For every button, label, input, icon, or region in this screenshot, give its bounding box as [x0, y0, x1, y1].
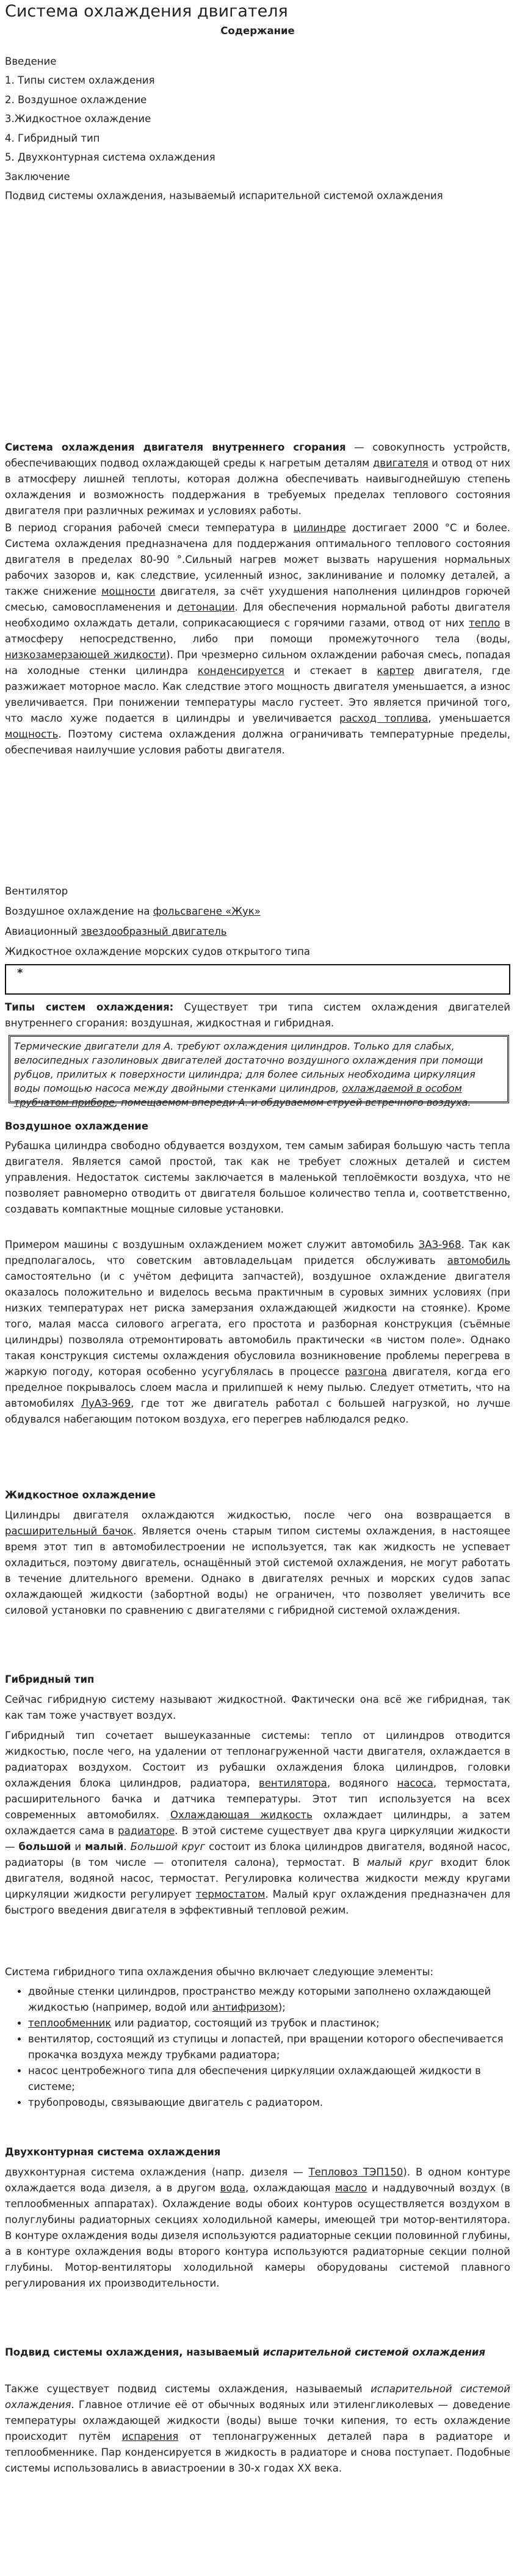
fig-caption-beetle: Воздушное охлаждение на фольсвагене «Жук» [5, 905, 261, 917]
link-power-2[interactable]: мощность [5, 728, 59, 740]
toc-item: Заключение [5, 171, 70, 183]
toc-item: 2. Воздушное охлаждение [5, 94, 147, 106]
hybrid-list-intro: Система гибридного типа охлаждения обычно включает следующие элементы: [5, 1966, 434, 1978]
link-coolant[interactable]: Охлаждающая жидкость [170, 1809, 313, 1821]
link-fuel-consumption[interactable]: расход топлива [339, 713, 428, 724]
toc-item: 4. Гибридный тип [5, 132, 100, 144]
section-heading-air: Воздушное охлаждение [5, 1120, 149, 1132]
link-evaporation[interactable]: испарения [121, 2431, 179, 2442]
link-cylinder[interactable]: цилиндре [293, 522, 346, 534]
air-paragraph-1: Рубашка цилиндра свободно обдувается воздухом, тем самым забирая большую часть тепла двигателя. Является самой простой, так как не требует сложных деталей и систем управления. Недостаток системы заключается в маленькой теплоёмкости воздуха, что не позволяет равномерно отводить от двигателя большое количество тепла и, соответственно, создавать компактные мощные силовые установки. [5, 1140, 510, 1215]
section-heading-liquid: Жидкостное охлаждение [5, 1489, 156, 1501]
link-radial-engine[interactable]: звездообразный двигатель [81, 926, 227, 937]
toc-item: 5. Двухконтурная система охлаждения [5, 151, 215, 163]
link-antifreeze-liquid[interactable]: низкозамерзающей жидкости [5, 649, 167, 661]
link-condenses[interactable]: конденсируется [197, 665, 284, 677]
fig-caption-fan: Вентилятор [5, 885, 68, 897]
link-zaz-968[interactable]: ЗАЗ-968 [418, 1239, 461, 1250]
list-item: • вентилятор, состоящий из ступицы и лопастей, при вращении которого обеспечивается прокачка воздуха между трубками радиатора; [28, 2031, 510, 2063]
section-heading-hybrid: Гибридный тип [5, 1674, 95, 1685]
link-crankcase[interactable]: картер [377, 665, 414, 677]
toc-item: 3.Жидкостное охлаждение [5, 113, 151, 125]
intro-paragraph: Система охлаждения двигателя внутреннего сгорания — совокупность устройств, обеспечивающих подвод охлаждающей среды к нагретым деталям двигателя и отвод от них в атмосферу лишней теплоты, которая должна обеспечивать наивыгоднейшую степень охлаждения и возможность поддержания в требуемых пределах теплового состояния двигателя при различных режимах и условиях работы. [5, 441, 510, 517]
link-thermostat[interactable]: термостатом [195, 1888, 266, 1900]
empty-table-box [5, 964, 510, 995]
list-item: • насос центробежного типа для обеспечения циркуляции охлаждающей жидкости в системе; [28, 2063, 510, 2095]
note-box: Термические двигатели для А. требуют охлаждения цилиндров. Только для слабых, велосипедных газолиновых двигателей достаточно воздушного охлаждения при помощи рубцов, прилитых к поверхности цилиндра; для более сильных необходима циркуляция воды помощью насоса между двойными стенками цилиндров, охлаждаемой в особом трубчатом приборе, помещаемом впереди А. и обдуваемом струей встречного воздуха. [9, 1035, 509, 1103]
page-title: Система охлаждения двигателя [5, 2, 288, 21]
hybrid-paragraph-1: Сейчас гибридную систему называют жидкостной. Фактически она всё же гибридная, так как там тоже участвует воздух. [5, 1694, 510, 1721]
link-heat-exchanger[interactable]: теплообменник [28, 2017, 112, 2029]
toc-heading: Содержание [220, 25, 295, 37]
link-beetle[interactable]: фольсвагене «Жук» [153, 905, 261, 917]
link-radiator[interactable]: радиаторе [118, 1825, 175, 1837]
fig-caption-radial: Авиационный звездообразный двигатель [5, 926, 227, 937]
air-paragraph-2: Примером машины с воздушным охлаждением может служит автомобиль ЗАЗ-968. Так как предполагалось, что советским автовладельцам придется обслуживать автомобиль самостоятельно (и с учётом дефицита запчастей), воздушное охлаждение двигателя оказалось положительно и виделось весьма практичным в суровых зимних условиях (при низких температурах нет риска замерзания охлаждающей жидкости на стоянке). Кроме того, малая масса силового агрегата, его простота и разборная конструкция (съёмные цилиндры) позволяла отремонтировать автомобиль практически «в чистом поле». Однако такая конструкция системы охлаждения обусловила возникновение проблемы перегрева в жаркую погоду, которая особенно усугублялась в процессе разгона двигателя, когда его пределное покрывалось слоем масла и прилипшей к нему пылью. Следует отметить, что на автомобилях ЛуАЗ-969, где тот же двигатель работал с большей нагрузкой, но лучше обдувался набегающим потоком воздуха, его перегрев наблюдался редко. [5, 1239, 511, 1425]
section-heading-evaporative: Подвид системы охлаждения, называемый испарительной системой охлаждения [5, 2346, 486, 2358]
link-tube-device[interactable]: охлаждаемой в особом трубчатом приборе [14, 1083, 462, 1108]
link-expansion-tank[interactable]: расширительный бачок [5, 1525, 134, 1537]
temperature-paragraph: В период сгорания рабочей смеси температура в цилиндре достигает 2000 °C и более. Система охлаждения предназначена для поддержания оптимального теплового состояния двигателя в пределах 80-90 °.Сильный нагрев может вызвать нарушения нормальных рабочих зазоров и, как следствие, усиленный износ, заклинивание и поломку деталей, а также снижение мощности двигателя, за счёт ухудшения наполнения цилиндров горючей смесью, самовоспламенения и детонации. Для обеспечения нормальной работы двигателя необходимо охлаждать детали, соприкасающиеся с горячими газами, отвод от них тепло в атмосферу непосредственно, либо при помощи промежуточного тела (воды, низкозамерзающей жидкости). При чрезмерно сильном охлаждении рабочая смесь, попадая на холодные стенки цилиндра конденсируется и стекает в картер двигателя, где разжижает моторное масло. Как следствие этого мощность двигателя уменьшается, а износ увеличивается. При понижении температуры масло густеет. Это является причиной того, что масло хуже подается в цилиндры и увеличивается расход топлива, уменьшается мощность. Поэтому система охлаждения должна ограничивать температурные пределы, обеспечивая наилучшие условия работы двигателя. [5, 522, 510, 756]
link-heat[interactable]: тепло [468, 617, 501, 629]
hybrid-paragraph-2: Гибридный тип сочетает вышеуказанные системы: тепло от цилиндров отводится жидкостью, после чего, на удалении от теплонагруженной части двигателя, охлаждается в радиаторах воздухом. Состоит из рубашки охлаждения блока цилиндров, головки охлаждения блока цилиндров, радиатора, вентилятора, водяного насоса, термостата, расширительного бачка и датчика температуры. Этот тип используется на всех современных автомобилях. Охлаждающая жидкость охлаждает цилиндры, а затем охлаждается сама в радиаторе. В этой системе существует два круга циркуляции жидкости — большой и малый. Большой круг состоит из блока цилиндров двигателя, водяной насос, радиаторы (в том числе — отопителя салона), термостат. В малый круг входит блок двигателя, водяной насос, термостат. Регулировка количества жидкости между кругами циркуляции жидкости регулирует термостатом. Малый круг охлаждения предназначен для быстрого введения двигателя в эффективный тепловой режим. [5, 1730, 511, 1916]
link-engine[interactable]: двигателя [372, 457, 428, 469]
link-antifreeze[interactable]: антифризом [212, 2001, 278, 2013]
hybrid-element-list [5, 1984, 510, 2111]
link-power[interactable]: мощности [101, 586, 156, 597]
toc-item: Подвид системы охлаждения, называемый испарительной системой охлаждения [5, 190, 443, 201]
liquid-paragraph: Цилиндры двигателя охлаждаются жидкостью, после чего она возвращается в расширительный бачок. Является очень старым типом системы охлаждения, в настоящее время этот тип в автомобилестроении не используется, так как жидкость не успевает охладиться, поэтому двигатель, оснащённый этой системой охлаждения, не могут работать в течение длительного времени. Однако в двигателях речных и морских судов запас охлаждающей жидкости (забортной воды) не ограничен, что позволяет увеличить все силовой установки по сравнению с двигателями с гибридной системой охлаждения. [5, 1509, 510, 1616]
types-term: Типы систем охлаждения: [5, 1001, 174, 1013]
section-heading-dual: Двухконтурная система охлаждения [5, 2146, 221, 2158]
evaporative-paragraph: Также существует подвид системы охлаждения, называемый испарительной системой охлаждения. Главное отличие её от обычных водяных или этиленгликолевых — доведение температуры охлаждающей жидкости (воды) выше точки кипения, то есть охлаждение происходит путём испарения от теплонагруженных деталей пара в радиаторе и теплообменнике. Пар конденсируется в жидкость в радиаторе и снова поступает. Подобные системы использовались в авиастроении в 30-х годах XX века. [5, 2383, 511, 2474]
link-pump[interactable]: насоса [397, 1777, 433, 1789]
link-locomotive[interactable]: Тепловоз ТЭП150 [308, 2166, 403, 2178]
types-paragraph: Типы систем охлаждения: Существует три типа систем охлаждения двигателей внутреннего сгорания: воздушная, жидкостная и гибридная. [5, 1001, 511, 1029]
intro-term: Система охлаждения двигателя внутреннего сгорания [5, 441, 346, 453]
link-oil[interactable]: масло [334, 2182, 367, 2194]
box-asterisk: * [17, 967, 23, 979]
link-car[interactable]: автомобиль [447, 1255, 510, 1266]
dual-paragraph: двухконтурная система охлаждения (напр. дизеля — Тепловоз ТЭП150). В одном контуре охлаждается вода дизеля, а в другом вода, охлаждающая масло и наддувочный воздух (в теплообменных аппаратах). Охлаждение воды обоих контуров осуществляется воздухом в полуглубины радиаторных секциях холодильной камеры, имеющей три мотор-вентилятора. В контуре охлаждения воды дизеля используются радиаторные секции половинной глубины, а в контуре охлаждения воды второго контура используются радиаторные секции полной глубины. Мотор-вентиляторы холодильной камеры оборудованы системой плавного регулирования их производительности. [5, 2166, 511, 2289]
link-luaz-969[interactable]: ЛуАЗ-969 [81, 1398, 131, 1409]
list-item: • теплообменник или радиатор, состоящий из трубок и пластинок; [28, 2015, 510, 2031]
fig-caption-marine: Жидкостное охлаждение морских судов открытого типа [5, 946, 310, 957]
toc-item: Введение [5, 56, 57, 67]
link-detonation[interactable]: детонации [176, 601, 235, 613]
list-item: • двойные стенки цилиндров, пространство между которыми заполнено охлаждающей жидкостью (например, водой или антифризом); [28, 1984, 510, 2015]
link-water[interactable]: вода [220, 2182, 245, 2194]
toc-item: 1. Типы систем охлаждения [5, 74, 155, 86]
link-fan[interactable]: вентилятора [259, 1777, 327, 1789]
link-acceleration[interactable]: разгона [344, 1366, 387, 1377]
list-item: • трубопроводы, связывающие двигатель с радиатором. [28, 2095, 510, 2111]
